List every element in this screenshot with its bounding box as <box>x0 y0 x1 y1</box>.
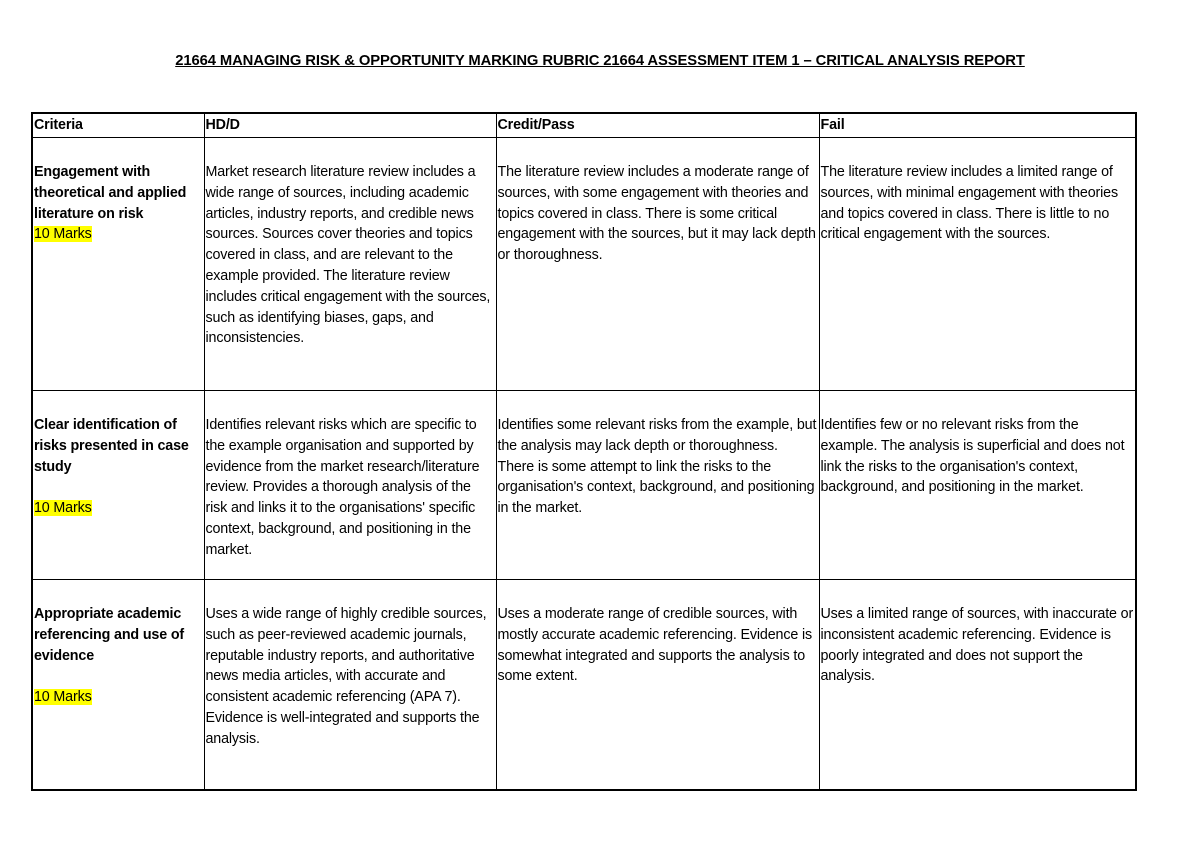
marks-badge: 10 Marks <box>34 226 92 243</box>
criterion-cell <box>32 138 204 391</box>
hd-description: Identifies relevant risks which are specific to the example organisation and supported by evidence from the market research/literature review. Provides a thorough analysis of the risk and links it to the organisations' specific context, background, and positioning in the market. <box>205 417 480 558</box>
header-fail: Fail <box>819 113 1136 138</box>
spacer <box>34 477 203 498</box>
credit-cell <box>496 391 819 580</box>
table-header-row <box>32 113 1136 138</box>
header-credit-pass: Credit/Pass <box>496 113 819 138</box>
hd-cell <box>204 138 496 391</box>
hd-cell <box>204 580 496 791</box>
fail-description: Uses a limited range of sources, with inaccurate or inconsistent academic referencing. Evidence is poorly integrated and does not support the analysis. <box>820 606 1134 685</box>
header-hd: HD/D <box>204 113 496 138</box>
criterion-label: Engagement with theoretical and applied literature on risk <box>34 164 187 222</box>
fail-description: The literature review includes a limited range of sources, with minimal engagement with theories and topics covered in class. There is little to no critical engagement with the sources. <box>820 164 1118 243</box>
hd-cell <box>204 391 496 580</box>
marks-badge: 10 Marks <box>34 500 92 517</box>
criterion-cell <box>32 580 204 791</box>
marks-badge: 10 Marks <box>34 689 92 706</box>
hd-description: Market research literature review includes a wide range of sources, including academic articles, industry reports, and credible news sources. Sources cover theories and topics covered in class, and are relevant to the example provided. The literature review includes critical engagement with the sources, such as identifying biases, gaps, and inconsistencies. <box>205 164 491 347</box>
credit-cell <box>496 580 819 791</box>
page-title: 21664 MANAGING RISK & OPPORTUNITY MARKING RUBRIC 21664 ASSESSMENT ITEM 1 – CRITICAL ANALYSIS REPORT <box>175 53 1025 69</box>
credit-description: The literature review includes a moderate range of sources, with some engagement with theories and topics covered in class. There is some critical engagement with the sources, but it may lack depth or thoroughness. <box>497 164 816 264</box>
fail-cell <box>819 580 1136 791</box>
fail-cell <box>819 391 1136 580</box>
fail-description: Identifies few or no relevant risks from the example. The analysis is superficial and does not link the risks to the organisation's context, background, and positioning in the market. <box>820 417 1125 496</box>
header-criteria: Criteria <box>32 113 204 138</box>
table-row <box>32 138 1136 391</box>
criterion-cell <box>32 391 204 580</box>
credit-cell <box>496 138 819 391</box>
fail-cell <box>819 138 1136 391</box>
credit-description: Uses a moderate range of credible sources, with mostly accurate academic referencing. Evidence is somewhat integrated and supports the analysis to some extent. <box>497 606 812 685</box>
table-row <box>32 580 1136 791</box>
spacer <box>34 666 203 687</box>
criterion-label: Clear identification of risks presented in case study <box>34 417 189 475</box>
hd-description: Uses a wide range of highly credible sources, such as peer-reviewed academic journals, reputable industry reports, and authoritative news media articles, with accurate and consistent academic referencing (APA 7). Evidence is well-integrated and supports the analysis. <box>205 606 487 747</box>
credit-description: Identifies some relevant risks from the example, but the analysis may lack depth or thoroughness. There is some attempt to link the risks to the organisation's context, background, and positioning in the market. <box>497 417 817 517</box>
criterion-label: Appropriate academic referencing and use of evidence <box>34 606 185 664</box>
marking-rubric-table <box>31 112 1137 791</box>
table-row <box>32 391 1136 580</box>
